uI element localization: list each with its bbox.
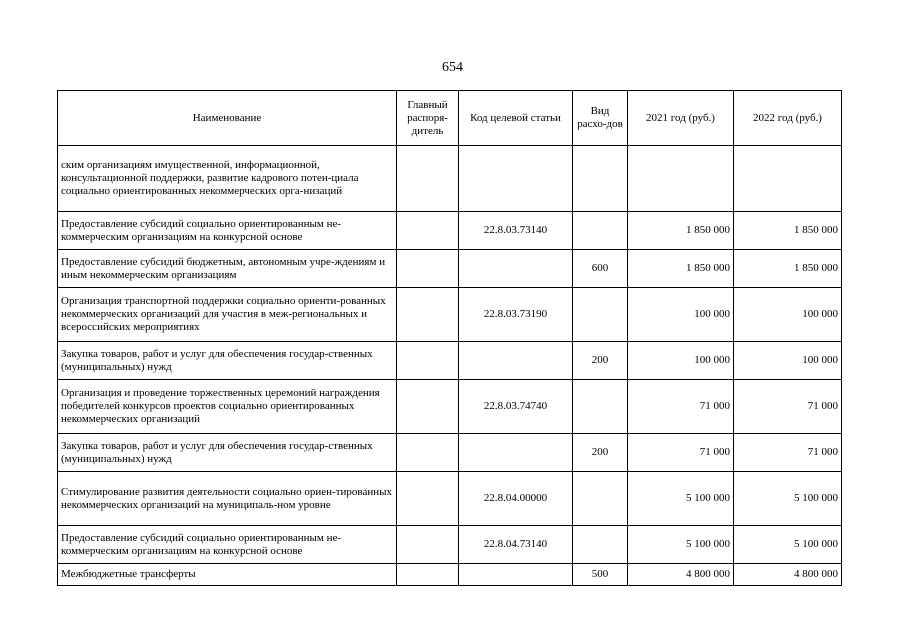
table-header-row bbox=[58, 91, 842, 146]
cell-year-2022: 100 000 bbox=[734, 342, 842, 380]
cell-admin bbox=[397, 472, 459, 526]
cell-name: Предоставление субсидий социально ориентированным не-коммерческим организациям на конкурсной основе bbox=[58, 526, 397, 564]
cell-year-2021: 4 800 000 bbox=[628, 564, 734, 586]
table-row bbox=[58, 564, 842, 586]
table-row bbox=[58, 288, 842, 342]
header-year-2021: 2021 год (руб.) bbox=[628, 91, 734, 146]
cell-admin bbox=[397, 250, 459, 288]
cell-kind bbox=[573, 212, 628, 250]
cell-code bbox=[459, 434, 573, 472]
cell-year-2021 bbox=[628, 146, 734, 212]
cell-admin bbox=[397, 146, 459, 212]
page-number: 654 bbox=[442, 60, 463, 75]
cell-code: 22.8.04.73140 bbox=[459, 526, 573, 564]
cell-kind bbox=[573, 472, 628, 526]
cell-year-2021: 5 100 000 bbox=[628, 472, 734, 526]
cell-name: Предоставление субсидий социально ориентированным не-коммерческим организациям на конкурсной основе bbox=[58, 212, 397, 250]
cell-year-2022 bbox=[734, 146, 842, 212]
cell-year-2021: 71 000 bbox=[628, 434, 734, 472]
cell-name: Стимулирование развития деятельности социально ориен-тированных некоммерческих организаций на муниципаль-ном уровне bbox=[58, 472, 397, 526]
cell-code: 22.8.04.00000 bbox=[459, 472, 573, 526]
cell-year-2021: 1 850 000 bbox=[628, 212, 734, 250]
table-row bbox=[58, 250, 842, 288]
table-row bbox=[58, 380, 842, 434]
cell-year-2022: 5 100 000 bbox=[734, 526, 842, 564]
header-code: Код целевой статьи bbox=[459, 91, 573, 146]
cell-year-2022: 1 850 000 bbox=[734, 250, 842, 288]
cell-year-2021: 5 100 000 bbox=[628, 526, 734, 564]
cell-admin bbox=[397, 212, 459, 250]
cell-name: Межбюджетные трансферты bbox=[58, 564, 397, 586]
cell-name: Организация транспортной поддержки социально ориенти-рованных некоммерческих организаций для участия в меж-региональных и всероссийских мероприятиях bbox=[58, 288, 397, 342]
cell-kind bbox=[573, 380, 628, 434]
cell-year-2021: 100 000 bbox=[628, 342, 734, 380]
cell-kind: 200 bbox=[573, 342, 628, 380]
cell-kind bbox=[573, 526, 628, 564]
header-admin: Главный распоря-дитель bbox=[397, 91, 459, 146]
cell-year-2022: 1 850 000 bbox=[734, 212, 842, 250]
cell-year-2022: 5 100 000 bbox=[734, 472, 842, 526]
cell-year-2021: 1 850 000 bbox=[628, 250, 734, 288]
cell-admin bbox=[397, 380, 459, 434]
header-name: Наименование bbox=[58, 91, 397, 146]
cell-code: 22.8.03.74740 bbox=[459, 380, 573, 434]
cell-year-2022: 71 000 bbox=[734, 380, 842, 434]
cell-admin bbox=[397, 288, 459, 342]
table-row bbox=[58, 342, 842, 380]
cell-name: Закупка товаров, работ и услуг для обеспечения государ-ственных (муниципальных) нужд bbox=[58, 434, 397, 472]
table-row bbox=[58, 472, 842, 526]
cell-admin bbox=[397, 434, 459, 472]
table-row bbox=[58, 526, 842, 564]
cell-admin bbox=[397, 342, 459, 380]
cell-admin bbox=[397, 526, 459, 564]
budget-table bbox=[57, 90, 842, 586]
cell-name: Закупка товаров, работ и услуг для обеспечения государ-ственных (муниципальных) нужд bbox=[58, 342, 397, 380]
cell-kind: 200 bbox=[573, 434, 628, 472]
cell-code bbox=[459, 342, 573, 380]
cell-code bbox=[459, 564, 573, 586]
cell-year-2021: 71 000 bbox=[628, 380, 734, 434]
cell-code bbox=[459, 250, 573, 288]
cell-name: Предоставление субсидий бюджетным, автономным учре-ждениям и иным некоммерческим организациям bbox=[58, 250, 397, 288]
cell-code: 22.8.03.73190 bbox=[459, 288, 573, 342]
cell-year-2022: 71 000 bbox=[734, 434, 842, 472]
table-row bbox=[58, 146, 842, 212]
cell-kind bbox=[573, 288, 628, 342]
table-row bbox=[58, 434, 842, 472]
cell-year-2022: 4 800 000 bbox=[734, 564, 842, 586]
cell-code bbox=[459, 146, 573, 212]
cell-kind bbox=[573, 146, 628, 212]
table-row bbox=[58, 212, 842, 250]
cell-kind: 600 bbox=[573, 250, 628, 288]
cell-name: Организация и проведение торжественных церемоний награждения победителей конкурсов проектов социально ориентированных некоммерческих организаций bbox=[58, 380, 397, 434]
header-year-2022: 2022 год (руб.) bbox=[734, 91, 842, 146]
cell-year-2021: 100 000 bbox=[628, 288, 734, 342]
header-kind: Вид расхо-дов bbox=[573, 91, 628, 146]
cell-year-2022: 100 000 bbox=[734, 288, 842, 342]
cell-code: 22.8.03.73140 bbox=[459, 212, 573, 250]
cell-name: ским организациям имущественной, информационной, консультационной поддержки, развитие кадрового потен-циала социально ориентированных некоммерческих орга-низаций bbox=[58, 146, 397, 212]
cell-kind: 500 bbox=[573, 564, 628, 586]
cell-admin bbox=[397, 564, 459, 586]
